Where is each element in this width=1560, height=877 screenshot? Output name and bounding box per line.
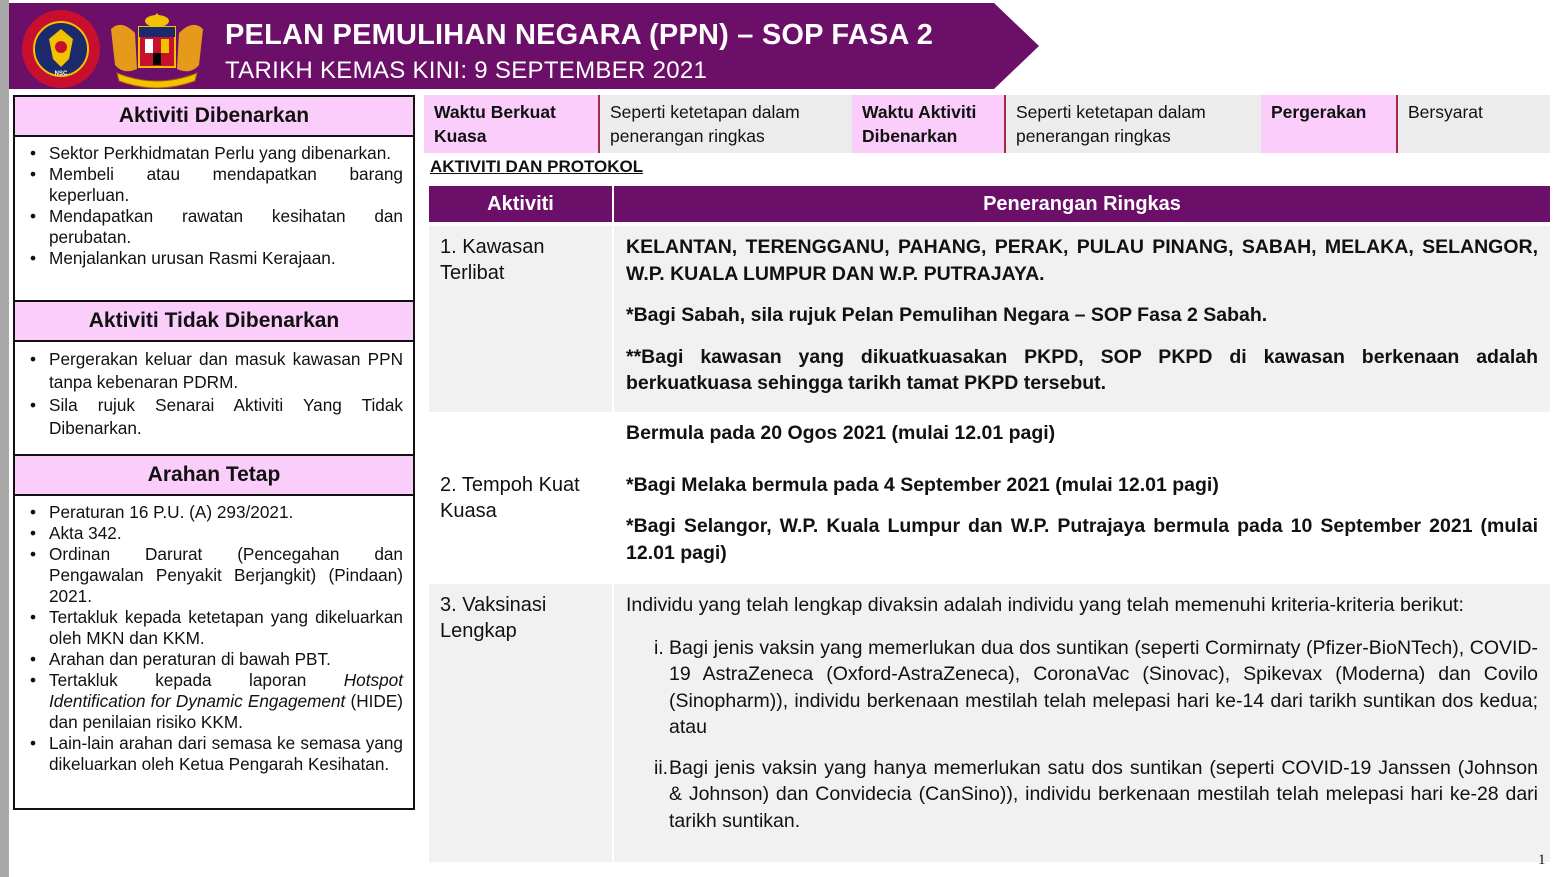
list-item: • Mendapatkan rawatan kesihatan dan perubatan. <box>25 206 403 248</box>
criteria-item <box>626 755 1538 835</box>
criteria-number: ii. <box>654 756 669 779</box>
melaka-note: *Bagi Melaka bermula pada 4 September 2021 (mulai 12.01 pagi) <box>626 473 1219 496</box>
criteria-number: i. <box>654 636 664 659</box>
page-number: 1 <box>1538 852 1546 868</box>
not-allowed-section <box>15 342 413 456</box>
table-header <box>429 186 1550 222</box>
criteria-text: Bagi jenis vaksin yang hanya memerlukan satu dos suntikan (seperti COVID-19 Janssen (Johnson & Johnson) dan Convidecia (CanSino)), individu berkenaan mestilah telah melepasi hari ke-28 dari tarikh suntikan. <box>669 756 1538 832</box>
row-label <box>429 412 612 584</box>
coat-of-arms-icon <box>103 9 211 89</box>
activity-hours-value: Seperti ketetapan dalam penerangan ringkas <box>1006 95 1261 153</box>
svg-text:NSC: NSC <box>54 71 68 77</box>
sabah-note: *Bagi Sabah, sila rujuk Pelan Pemulihan Negara – SOP Fasa 2 Sabah. <box>626 304 1268 326</box>
info-strip <box>424 95 1550 153</box>
list-item: • Lain-lain arahan dari semasa ke semasa yang dikeluarkan oleh Ketua Pengarah Kesihatan. <box>25 733 403 775</box>
standing-orders-heading: Arahan Tetap <box>15 456 413 496</box>
col-header-activity: Aktiviti <box>429 186 612 222</box>
list-item: • Arahan dan peraturan di bawah PBT. <box>25 649 403 670</box>
selangor-note: *Bagi Selangor, W.P. Kuala Lumpur dan W.P. Putrajaya bermula pada 10 September 2021 (mulai 12.01 pagi) <box>626 515 1538 564</box>
list-item: • Pergerakan keluar dan masuk kawasan PPN tanpa kebenaran PDRM. <box>25 348 403 394</box>
row-label-text: 2. Tempoh Kuat Kuasa <box>440 474 580 522</box>
standing-orders-section <box>15 496 413 783</box>
criteria-text: Bagi jenis vaksin yang memerlukan dua dos suntikan (seperti Cormirnaty (Pfizer-BioNTech), COVID-19 AstraZeneca (Oxford-AstraZeneca), CoronaVac (Sinovac), Spikevax (Moderna) dan Covilo (Sinopharm)), individu berkenaan mestilah telah melepasi hari ke-14 dari tarikh suntikan dos kedua; atau <box>669 636 1538 738</box>
row-label: 1. Kawasan Terlibat <box>429 226 612 412</box>
table-row <box>429 584 1550 862</box>
section-label: AKTIVITI DAN PROTOKOL <box>430 157 644 176</box>
hide-text-pre: Tertakluk kepada laporan <box>49 670 344 690</box>
list-item-hide <box>25 670 403 733</box>
page-title: PELAN PEMULIHAN NEGARA (PPN) – SOP FASA 2 <box>225 19 934 51</box>
list-item: • Sektor Perkhidmatan Perlu yang dibenarkan. <box>25 143 403 164</box>
col-header-description: Penerangan Ringkas <box>614 186 1550 222</box>
protocol-table <box>429 186 1550 862</box>
header-banner <box>9 3 1039 89</box>
list-item: • Ordinan Darurat (Pencegahan dan Pengawalan Penyakit Berjangkit) (Pindaan) 2021. <box>25 544 403 607</box>
areas-text: KELANTAN, TERENGGANU, PAHANG, PERAK, PULAU PINANG, SABAH, MELAKA, SELANGOR, W.P. KUALA LUMPUR DAN W.P. PUTRAJAYA. <box>626 236 1538 285</box>
allowed-heading: Aktiviti Dibenarkan <box>15 97 413 137</box>
row-label: 3. Vaksinasi Lengkap <box>429 584 612 862</box>
hours-label: Waktu Berkuat Kuasa <box>424 95 600 153</box>
movement-value: Bersyarat <box>1398 95 1550 153</box>
table-row <box>429 226 1550 412</box>
list-item: • Sila rujuk Senarai Aktiviti Yang Tidak Dibenarkan. <box>25 394 403 440</box>
hide-text-post: (HIDE) dan penilaian risiko KKM. <box>49 691 403 732</box>
list-item: • Tertakluk kepada ketetapan yang dikeluarkan oleh MKN dan KKM. <box>25 607 403 649</box>
left-edge-bar <box>0 0 9 877</box>
row-description <box>614 226 1550 412</box>
activity-hours-label: Waktu Aktiviti Dibenarkan <box>852 95 1006 153</box>
pkpd-note: **Bagi kawasan yang dikuatkuasakan PKPD, SOP PKPD di kawasan berkenaan adalah berkuatkuasa sehingga tarikh tamat PKPD tersebut. <box>626 345 1538 394</box>
list-item: • Menjalankan urusan Rasmi Kerajaan. <box>25 248 403 269</box>
list-item: • Akta 342. <box>25 523 403 544</box>
nsc-logo-icon <box>21 9 101 89</box>
criteria-item <box>626 635 1538 741</box>
list-item: • Membeli atau mendapatkan barang keperluan. <box>25 164 403 206</box>
movement-label: Pergerakan <box>1261 95 1398 153</box>
update-date: TARIKH KEMAS KINI: 9 SEPTEMBER 2021 <box>225 57 708 84</box>
allowed-section <box>15 137 413 302</box>
hide-text-italic: Hotspot Identification for Dynamic Engagement <box>49 670 403 711</box>
vaccination-intro: Individu yang telah lengkap divaksin adalah individu yang telah memenuhi kriteria-kriteria berikut: <box>626 594 1464 616</box>
start-date-text: Bermula pada 20 Ogos 2021 (mulai 12.01 pagi) <box>626 422 1056 444</box>
hours-value: Seperti ketetapan dalam penerangan ringkas <box>600 95 852 153</box>
list-item: • Peraturan 16 P.U. (A) 293/2021. <box>25 502 403 523</box>
table-row <box>429 412 1550 584</box>
row-description <box>614 584 1550 862</box>
left-panel <box>13 95 415 810</box>
not-allowed-heading: Aktiviti Tidak Dibenarkan <box>15 302 413 342</box>
row-description <box>614 412 1550 584</box>
